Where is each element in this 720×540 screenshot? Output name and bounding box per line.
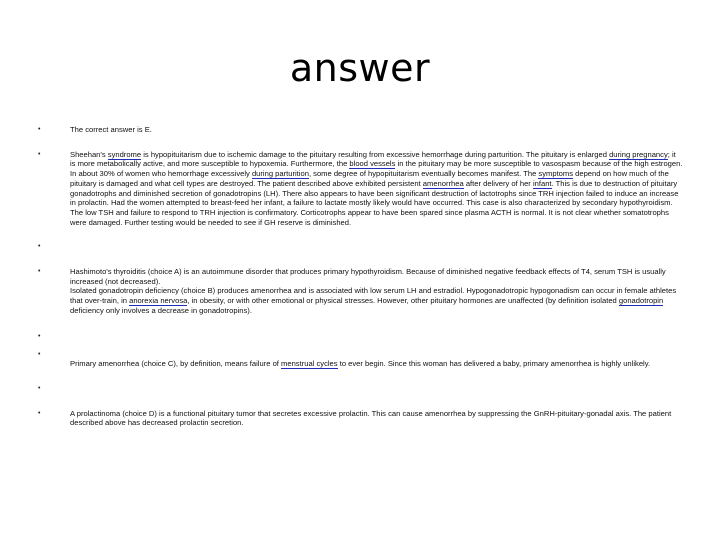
content-list <box>38 125 683 428</box>
bullet-icon: • <box>38 243 41 251</box>
list-item-empty <box>38 332 683 342</box>
slide-title: answer <box>289 46 431 90</box>
bullet-icon: • <box>38 384 41 392</box>
list-item-empty <box>38 384 683 394</box>
bullet-icon: • <box>38 351 41 359</box>
bullet-icon: • <box>38 332 41 340</box>
text-segment: . This is due to destruction of pituitary gonadotrophs and diminished secretion of gonadotropins (LH). There also appears to have been significant destruction of lactotrophs since TRH injection failed to induce an increase in prolactin. Had the women attempted to breast-feed her infant, a failure to lactate mostly likely would have occurred. This case is also characterized by secondary hypothyroidism. The low TSH and failure to respond to TRH injection is confirmatory. Corticotrophs appear to have been spared since plasma ACTH is normal. It is not clear whether somatotrophs were damaged. Further testing would be needed to see if GH reserve is diminished. <box>70 178 679 227</box>
list-item <box>38 409 683 428</box>
list-item-empty <box>38 242 683 252</box>
link-gonadotropin[interactable]: gonadotropin <box>618 296 664 306</box>
list-item <box>38 350 683 369</box>
list-item <box>38 125 683 135</box>
text-segment: depend on how much of the pituitary is damaged and what cell types are destroyed. The patient described above exhibited persistent <box>70 169 669 188</box>
explanation-paragraph <box>70 150 682 227</box>
text-segment: to ever begin. Since this woman has delivered a baby, primary amenorrhea is highly unlikely. <box>337 359 651 369</box>
list-item <box>38 267 683 316</box>
text-segment: ; it is more metabolically active, and more susceptible to hypoxemia. Furthermore, the <box>70 149 676 169</box>
text-segment: in the pituitary may be more susceptible to vasospasm because of the high estrogen. In about 30% of women who hemorrhage excessively <box>70 159 683 179</box>
choice-b-paragraph <box>70 286 683 315</box>
bullet-icon: • <box>38 268 41 276</box>
link-during-pregnancy[interactable]: during pregnancy <box>609 149 668 159</box>
answer-statement: The correct answer is E. <box>70 125 152 134</box>
text-segment: is hypopituitarism due to ischemic damage to the pituitary resulting from excessive hemorrhage during parturition. The pituitary is enlarged <box>141 149 610 159</box>
list-item <box>38 150 683 228</box>
bullet-icon: • <box>38 409 41 417</box>
link-syndrome[interactable]: syndrome <box>107 149 142 159</box>
link-menstrual-cycles[interactable]: menstrual cycles <box>281 359 338 369</box>
link-symptoms[interactable]: symptoms <box>538 169 574 179</box>
bullet-icon: • <box>38 150 41 158</box>
bullet-icon: • <box>38 126 41 133</box>
choice-a-paragraph: Hashimoto's thyroiditis (choice A) is an autoimmune disorder that produces primary hypothyroidism. Because of diminished negative feedback effects of T4, serum TSH is usually increased (not decreased). <box>70 267 666 286</box>
link-amenorrhea[interactable]: amenorrhea <box>422 178 464 188</box>
text-segment: after delivery of her <box>463 178 533 188</box>
text-segment: , in obesity, or with other emotional or physical stresses. However, other pituitary hormones are unaffected (by definition isolated <box>187 296 619 306</box>
link-blood-vessels[interactable]: blood vessels <box>349 159 396 169</box>
link-during-parturition[interactable]: during parturition <box>251 169 309 179</box>
link-infant[interactable]: infant <box>532 178 552 188</box>
text-segment: Isolated gonadotropin deficiency (choice B) produces amenorrhea and is associated with low serum LH and estradiol. Hypogonadotropic hypogonadism can occur in female athletes that over-train, in <box>70 286 677 306</box>
text-segment: Primary amenorrhea (choice C), by definition, means failure of <box>70 359 282 369</box>
text-segment: , some degree of hypopituitarism eventually becomes manifest. The <box>308 169 539 179</box>
choice-d-paragraph: A prolactinoma (choice D) is a functional pituitary tumor that secretes excessive prolactin. This can cause amenorrhea by suppressing the GnRH-pituitary-gonadal axis. The patient described above has decreased prolactin secretion. <box>70 408 672 428</box>
choice-c-paragraph <box>70 350 683 369</box>
text-segment: Sheehan's <box>70 149 108 159</box>
link-anorexia-nervosa[interactable]: anorexia nervosa <box>129 296 188 306</box>
text-segment: deficiency only involves a decrease in gonadotropins). <box>70 305 252 315</box>
